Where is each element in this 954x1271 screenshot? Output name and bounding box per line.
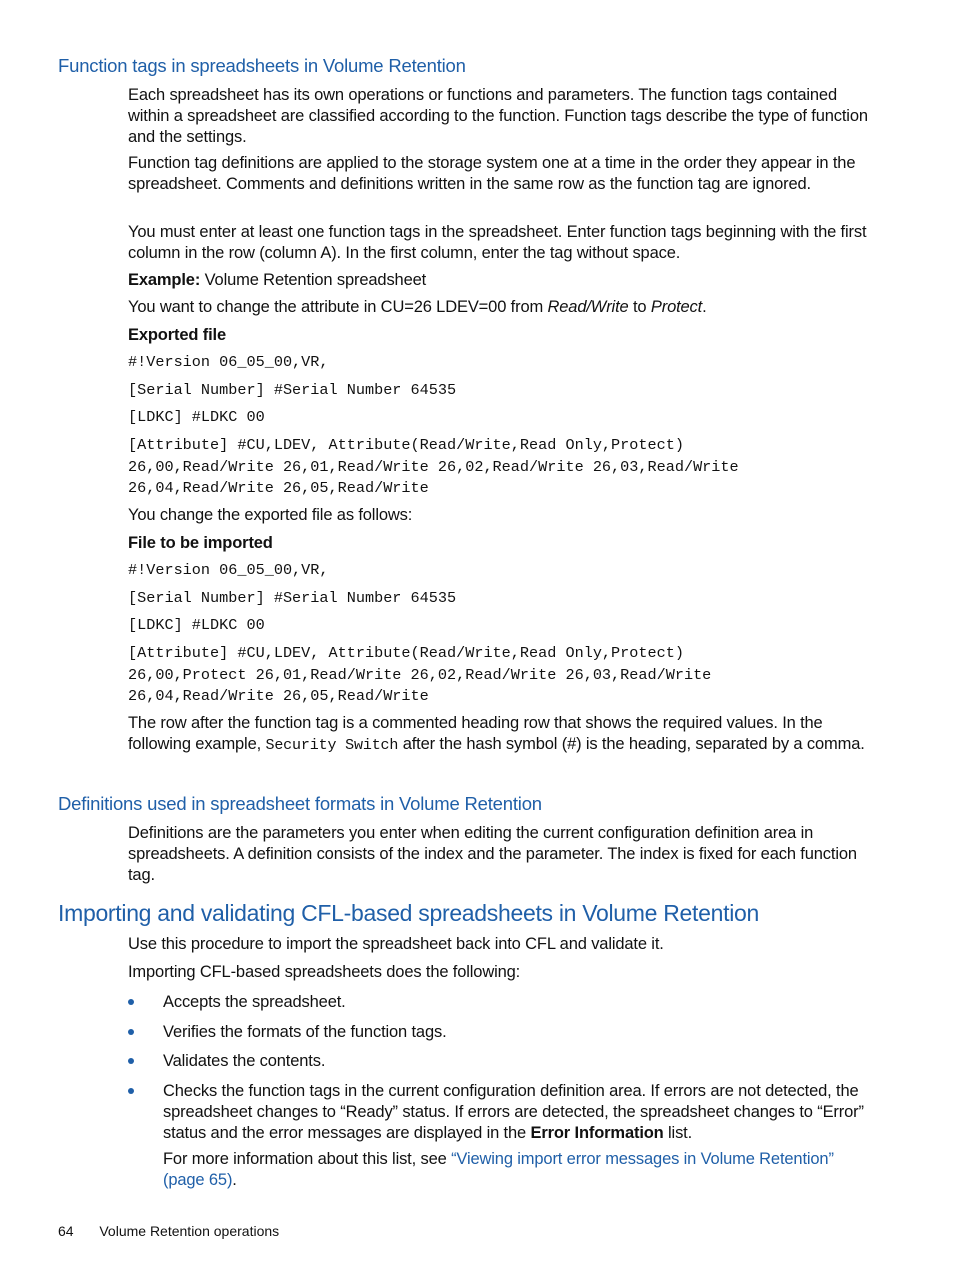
code-line: [LDKC] #LDKC 00	[128, 408, 265, 426]
list-item-text: Verifies the formats of the function tags.	[163, 1023, 447, 1041]
paragraph: Use this procedure to import the spreadsheet back into CFL and validate it.	[128, 935, 664, 953]
bullet-icon	[128, 1088, 134, 1094]
section-heading-importing: Importing and validating CFL-based spreadsheets in Volume Retention	[58, 900, 759, 926]
paragraph: You must enter at least one function tags in the spreadsheet. Enter function tags beginning with the first column in the row (column A). In the first column, enter the tag without space.	[128, 223, 867, 262]
section-heading-definitions: Definitions used in spreadsheet formats in Volume Retention	[58, 793, 542, 814]
bullet4-prefix: Checks the function tags in the current configuration definition area. If errors are not detected, the spreadsheet changes to “Ready” status. If errors are detected, the spreadsheet changes to “Error” status and the error messages are displayed in the	[163, 1082, 864, 1142]
code-line: [LDKC] #LDKC 00	[128, 616, 265, 634]
footer-section-title: Volume Retention operations	[99, 1223, 280, 1239]
paragraph: You change the exported file as follows:	[128, 506, 413, 524]
change-from: Read/Write	[547, 298, 629, 316]
page-number: 64	[58, 1223, 74, 1239]
code-line: #!Version 06_05_00,VR,	[128, 353, 329, 371]
example-text: Volume Retention spreadsheet	[200, 271, 427, 289]
list-item-text: Accepts the spreadsheet.	[163, 993, 346, 1011]
list-item-text	[163, 1081, 868, 1144]
more-info-prefix: For more information about this list, see	[163, 1150, 452, 1168]
change-to: Protect	[650, 298, 703, 316]
change-prefix: You want to change the attribute in CU=26 LDEV=00 from	[128, 298, 548, 316]
paragraph: Definitions are the parameters you enter when editing the current configuration definition area in spreadsheets. A definition consists of the index and the parameter. The index is fixed for each function tag.	[128, 824, 857, 884]
error-information-term: Error Information	[530, 1124, 664, 1142]
paragraph: Each spreadsheet has its own operations or functions and parameters. The function tags contained within a spreadsheet are classified according to the function. Function tags describe the type of function and the settings.	[128, 86, 868, 146]
change-mid: to	[628, 298, 651, 316]
code-block: [Attribute] #CU,LDEV, Attribute(Read/Write,Read Only,Protect) 26,00,Protect 26,01,Read/Write 26,02,Read/Write 26,03,Read/Write 26,04,Read/Write 26,05,Read/Write	[128, 644, 712, 705]
imported-file-label: File to be imported	[128, 534, 273, 552]
cross-reference-link[interactable]: “Viewing import error messages in Volume Retention” (page 65)	[163, 1150, 834, 1189]
bullet-icon	[128, 999, 134, 1005]
change-sentence	[128, 297, 868, 318]
code-block: [Attribute] #CU,LDEV, Attribute(Read/Write,Read Only,Protect) 26,00,Read/Write 26,01,Read/Write 26,02,Read/Write 26,03,Read/Write 26,04,Read/Write 26,05,Read/Write	[128, 436, 739, 497]
paragraph: Importing CFL-based spreadsheets does the following:	[128, 963, 521, 981]
bullet-icon	[128, 1058, 134, 1064]
paragraph	[128, 713, 868, 756]
inline-code: Security Switch	[265, 737, 399, 754]
example-line	[128, 270, 868, 291]
code-line: [Serial Number] #Serial Number 64535	[128, 589, 457, 607]
code-line: [Serial Number] #Serial Number 64535	[128, 381, 457, 399]
change-suffix: .	[702, 298, 707, 316]
row-after-suffix: after the hash symbol (#) is the heading, separated by a comma.	[398, 735, 865, 753]
exported-file-label: Exported file	[128, 326, 226, 344]
code-line: #!Version 06_05_00,VR,	[128, 561, 329, 579]
row-after-prefix: The row after the function tag is a commented heading row that shows the required values. In the following example,	[128, 714, 823, 753]
section-heading-function-tags: Function tags in spreadsheets in Volume Retention	[58, 55, 466, 76]
list-item-text: Validates the contents.	[163, 1052, 326, 1070]
bullet-icon	[128, 1029, 134, 1035]
example-label: Example:	[128, 271, 201, 289]
more-info-suffix: .	[232, 1171, 237, 1189]
more-info-paragraph	[163, 1149, 869, 1191]
bullet4-suffix: list.	[663, 1124, 693, 1142]
page-footer	[58, 1223, 279, 1239]
paragraph: Function tag definitions are applied to the storage system one at a time in the order they appear in the spreadsheet. Comments and definitions written in the same row as the function tag are ignored.	[128, 154, 856, 193]
